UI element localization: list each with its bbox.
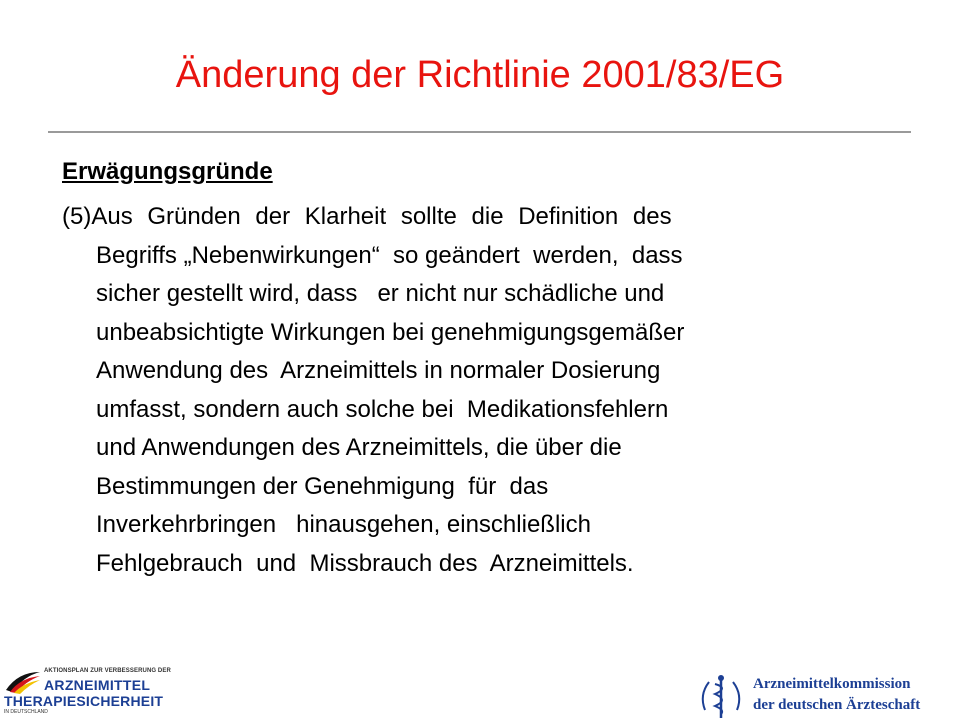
- akdae-logo: [695, 670, 925, 720]
- paragraph-line: Begriffs „Nebenwirkungen“ so geändert werden, dass: [96, 241, 683, 269]
- logo-line-arzneimittel: ARZNEIMITTEL: [44, 677, 151, 693]
- aesculapian-staff-icon: [695, 670, 747, 720]
- paragraph-line: Bestimmungen der Genehmigung für das: [96, 472, 549, 500]
- logo-org-line2: der deutschen Ärzteschaft: [753, 697, 921, 713]
- title-divider: [48, 131, 911, 133]
- paragraph-line: Inverkehrbringen hinausgehen, einschließlich: [96, 511, 591, 538]
- paragraph-line: und Anwendungen des Arzneimittels, die über die: [96, 434, 622, 461]
- logo-country-text: IN DEUTSCHLAND: [4, 709, 48, 715]
- section-heading: Erwägungsgründe: [62, 158, 273, 185]
- paragraph-line: umfasst, sondern auch solche bei Medikationsfehlern: [96, 395, 669, 423]
- logo-small-text: AKTIONSPLAN ZUR VERBESSERUNG DER: [44, 668, 171, 674]
- recital-paragraph: [62, 198, 882, 583]
- slide-title: Änderung der Richtlinie 2001/83/EG: [175, 54, 785, 96]
- paragraph-line: (5)Aus Gründen der Klarheit sollte die Definition des: [62, 203, 672, 230]
- amts-logo: [4, 666, 171, 716]
- logo-line-therapiesicherheit: THERAPIESICHERHEIT: [4, 693, 164, 709]
- paragraph-line: sicher gestellt wird, dass er nicht nur schädliche und: [96, 280, 665, 307]
- logo-org-line1: Arzneimittelkommission: [753, 676, 911, 692]
- paragraph-line: unbeabsichtigte Wirkungen bei genehmigungsgemäßer: [96, 318, 685, 346]
- paragraph-line: Fehlgebrauch und Missbrauch des Arzneimittels.: [96, 549, 634, 577]
- german-flag-swoosh-icon: [4, 670, 42, 694]
- paragraph-line: Anwendung des Arzneimittels in normaler Dosierung: [96, 357, 661, 384]
